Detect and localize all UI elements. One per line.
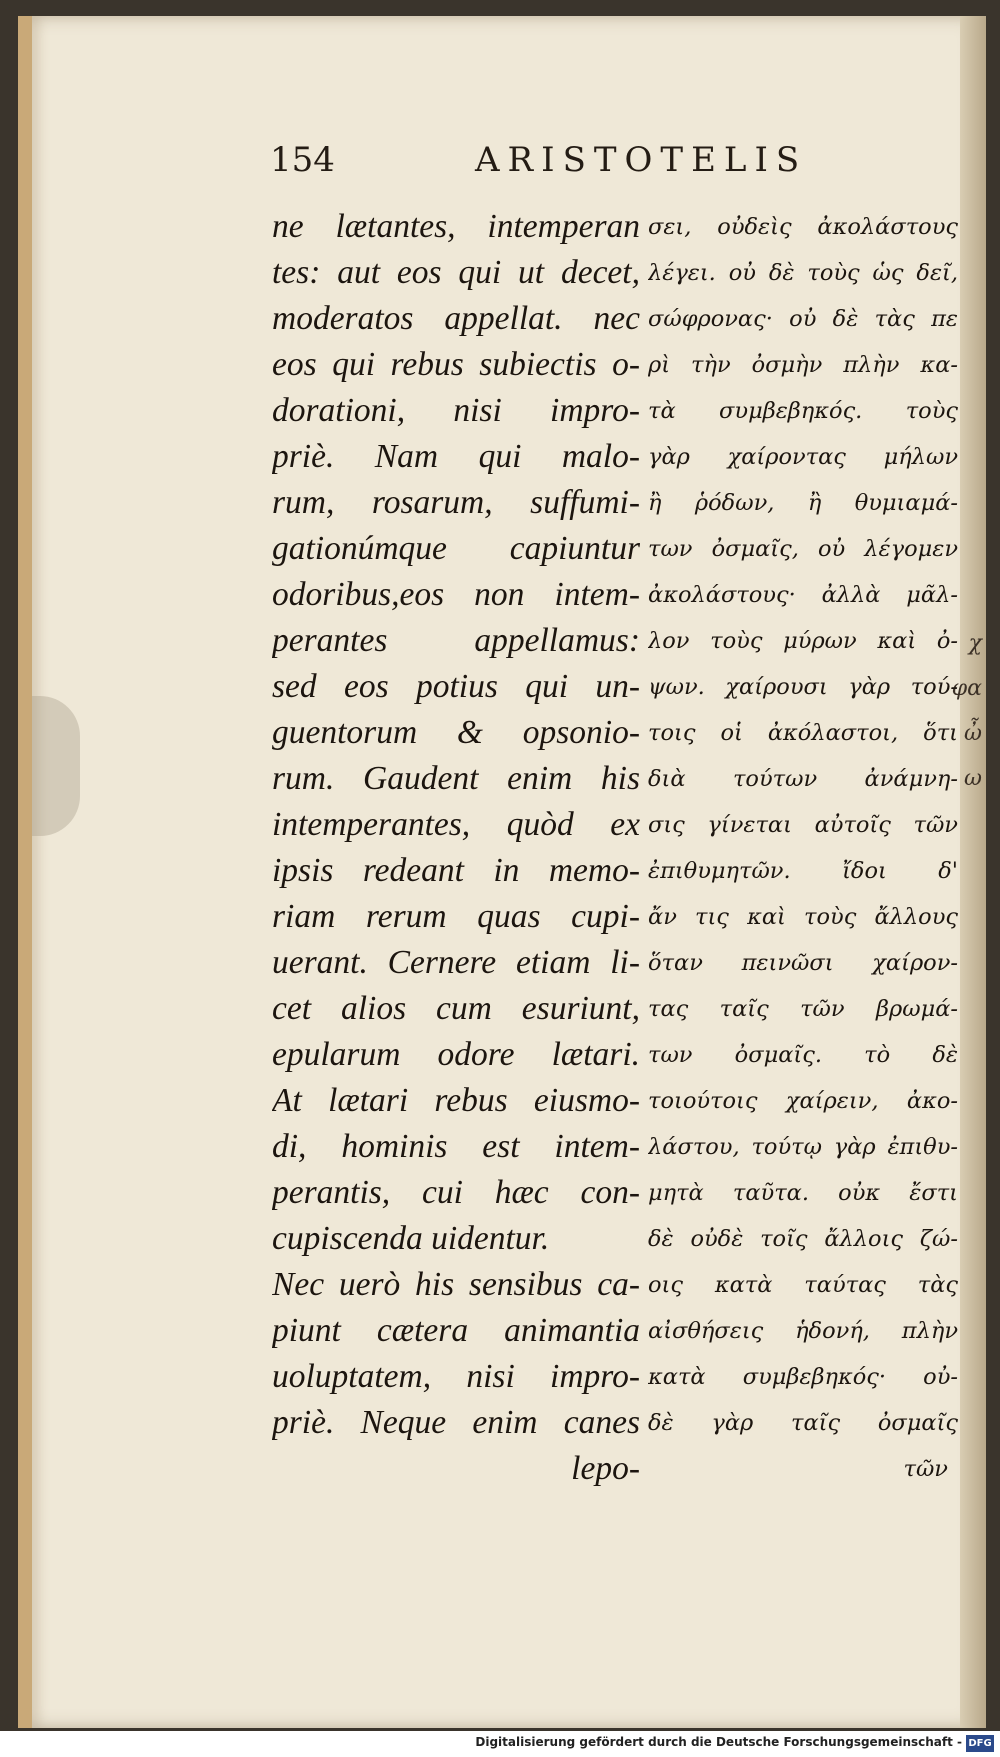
greek-line: ἢ ῥόδων, ἢ θυμιαμά- [648, 490, 958, 516]
latin-line: ipsis redeant in memo- [272, 852, 640, 889]
latin-line: dorationi, nisi impro- [272, 392, 640, 429]
latin-line: tes: aut eos qui ut decet, [272, 254, 640, 291]
greek-line: δὲ οὐδὲ τοῖς ἄλλοις ζώ- [648, 1226, 958, 1252]
greek-line: ρὶ τὴν ὀσμὴν πλὴν κα- [648, 352, 958, 378]
greek-catchword: τῶν [903, 1456, 948, 1482]
greek-line: δὲ γὰρ ταῖς ὀσμαῖς [648, 1410, 958, 1436]
greek-line: ὅταν πεινῶσι χαίρον- [648, 950, 958, 976]
latin-line: uoluptatem, nisi impro- [272, 1358, 640, 1395]
latin-line: perantis, cui hæc con- [272, 1174, 640, 1211]
adjacent-page-letter: ω [964, 766, 982, 791]
greek-line: ἀκολάστους· ἀλλὰ μᾶλ- [648, 582, 958, 608]
latin-line: priè. Neque enim canes [272, 1404, 640, 1441]
latin-line: sed eos potius qui un- [272, 668, 640, 705]
greek-line: διὰ τούτων ἀνάμνη- [648, 766, 958, 792]
greek-line: τοιούτοις χαίρειν, ἀκο- [648, 1088, 958, 1114]
page-clip-shadow [32, 696, 80, 836]
adjacent-page-letter: χ [968, 631, 982, 656]
greek-line: λέγει. οὐ δὲ τοὺς ὡς δεῖ, [648, 260, 958, 286]
running-head: ARISTOTELIS [475, 140, 808, 180]
greek-line: γὰρ χαίροντας μήλων [648, 444, 958, 470]
greek-line: μητὰ ταῦτα. οὐκ ἔστι [648, 1180, 958, 1206]
latin-line: perantes appellamus: [272, 622, 640, 659]
greek-line: ἐπιθυμητῶν. ἴδοι δ' [648, 858, 958, 884]
greek-line: σις γίνεται αὐτοῖς τῶν [648, 812, 958, 838]
latin-line: epularum odore lætari. [272, 1036, 640, 1073]
latin-line: cet alios cum esuriunt, [272, 990, 640, 1027]
latin-line: priè. Nam qui malo- [272, 438, 640, 475]
latin-line: odoribus,eos non intem- [272, 576, 640, 613]
greek-line: σώφρονας· οὐ δὲ τὰς πε [648, 306, 958, 332]
footer-credit: Digitalisierung gefördert durch die Deutsche Forschungsgemeinschaft - [475, 1735, 962, 1749]
greek-line: των ὀσμαῖς. τὸ δὲ [648, 1042, 958, 1068]
greek-line: λάστου, τούτῳ γὰρ ἐπιθυ- [648, 1134, 958, 1160]
latin-text-column [272, 204, 640, 1492]
latin-line: Nec uerò his sensibus ca- [272, 1266, 640, 1303]
greek-line: σει, οὐδεὶς ἀκολάστους [648, 214, 958, 240]
greek-line: αἰσθήσεις ἡδονή, πλὴν [648, 1318, 958, 1344]
dfg-logo: DFG [966, 1735, 994, 1752]
greek-line: οις κατὰ ταύτας τὰς [648, 1272, 958, 1298]
greek-line: των ὀσμαῖς, οὐ λέγομεν [648, 536, 958, 562]
greek-line: τας ταῖς τῶν βρωμά- [648, 996, 958, 1022]
latin-line: At lætari rebus eiusmo- [272, 1082, 640, 1119]
latin-line: piunt cætera animantia [272, 1312, 640, 1349]
greek-line: ψων. χαίρουσι γὰρ τού- [648, 674, 958, 700]
latin-line: gationúmque capiuntur [272, 530, 640, 567]
latin-line: rum. Gaudent enim his [272, 760, 640, 797]
page-header [270, 140, 830, 190]
greek-line: τοις οἱ ἀκόλαστοι, ὅτι [648, 720, 958, 746]
latin-line: ne lætantes, intemperan [272, 208, 640, 245]
greek-line: κατὰ συμβεβηκός· οὐ- [648, 1364, 958, 1390]
latin-line: uerant. Cernere etiam li- [272, 944, 640, 981]
latin-line: moderatos appellat. nec [272, 300, 640, 337]
adjacent-page-letter: φα [951, 676, 982, 701]
greek-line: ἄν τις καὶ τοὺς ἄλλους [648, 904, 958, 930]
latin-line: cupiscenda uidentur. [272, 1220, 550, 1257]
greek-line: λον τοὺς μύρων καὶ ὀ- [648, 628, 958, 654]
page-edge [960, 16, 986, 1728]
greek-line: τὰ συμβεβηκός. τοὺς [648, 398, 958, 424]
digitization-footer [0, 1731, 1000, 1757]
latin-line: rum, rosarum, suffumi- [272, 484, 640, 521]
latin-line: riam rerum quas cupi- [272, 898, 640, 935]
latin-line: guentorum & opsonio- [272, 714, 640, 751]
latin-catchword: lepo- [571, 1450, 640, 1487]
latin-line: intemperantes, quòd ex [272, 806, 640, 843]
greek-text-column [648, 204, 958, 1492]
latin-line: di, hominis est intem- [272, 1128, 640, 1165]
latin-line: eos qui rebus subiectis o- [272, 346, 640, 383]
adjacent-page-letter: ὦ [964, 721, 982, 746]
page-number: 154 [270, 140, 335, 180]
